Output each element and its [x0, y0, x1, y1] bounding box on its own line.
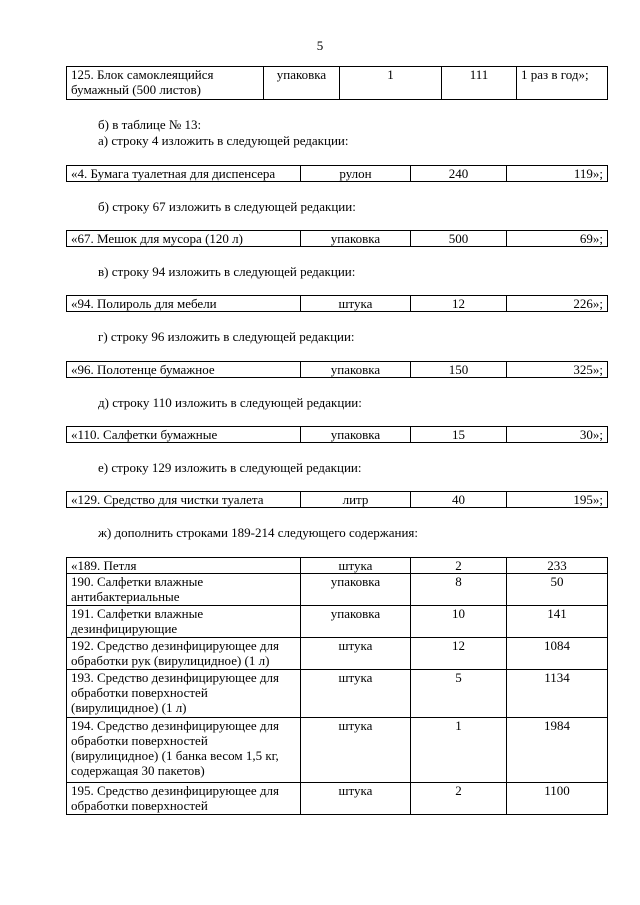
item-price: 50: [507, 574, 608, 606]
item-qty: 15: [411, 427, 507, 443]
item-unit: штука: [301, 670, 411, 718]
table-row: [67, 231, 608, 247]
item-name: «110. Салфетки бумажные: [67, 427, 301, 443]
table-row: [67, 606, 608, 638]
replacement-table: [66, 230, 608, 247]
table-row: [67, 67, 608, 100]
item-qty: 1: [411, 718, 507, 783]
item-qty: 40: [411, 492, 507, 508]
item-unit: литр: [301, 492, 411, 508]
table-row: [67, 166, 608, 182]
item-qty: 150: [411, 362, 507, 378]
item-unit: упаковка: [301, 606, 411, 638]
item-qty: 5: [411, 670, 507, 718]
item-name: 193. Средство дезинфицирующее для обработки поверхностей (вирулицидное) (1 л): [67, 670, 301, 718]
replacement-table: [66, 491, 608, 508]
item-unit: штука: [301, 783, 411, 815]
table-row: [67, 574, 608, 606]
item-unit: упаковка: [301, 574, 411, 606]
paragraph-intro: а) строку 4 изложить в следующей редакции:: [98, 133, 349, 148]
paragraph-intro: г) строку 96 изложить в следующей редакции:: [98, 329, 355, 344]
table-row: [67, 783, 608, 815]
item-unit: штука: [301, 558, 411, 574]
item-unit: штука: [301, 718, 411, 783]
item-unit: упаковка: [301, 362, 411, 378]
paragraph-b: б) в таблице № 13:: [98, 117, 202, 132]
page-number: 5: [316, 38, 324, 53]
table-row: [67, 670, 608, 718]
item-qty: 500: [411, 231, 507, 247]
item-price: 226»;: [507, 296, 608, 312]
item-unit: штука: [301, 296, 411, 312]
item-price: 111: [442, 67, 517, 100]
item-price: 141: [507, 606, 608, 638]
item-name: 195. Средство дезинфицирующее для обработки поверхностей: [67, 783, 301, 815]
item-unit: рулон: [301, 166, 411, 182]
item-price: 195»;: [507, 492, 608, 508]
top-table: [66, 66, 608, 100]
item-name: «4. Бумага туалетная для диспенсера: [67, 166, 301, 182]
item-price: 1134: [507, 670, 608, 718]
item-qty: 10: [411, 606, 507, 638]
item-price: 233: [507, 558, 608, 574]
item-name: «96. Полотенце бумажное: [67, 362, 301, 378]
paragraph-intro: д) строку 110 изложить в следующей редакции:: [98, 395, 362, 410]
replacement-table: [66, 295, 608, 312]
item-price: 1084: [507, 638, 608, 670]
item-unit: упаковка: [264, 67, 340, 100]
item-qty: 12: [411, 296, 507, 312]
item-price: 30»;: [507, 427, 608, 443]
new-rows-table: [66, 557, 608, 815]
item-unit: упаковка: [301, 427, 411, 443]
paragraph-intro: б) строку 67 изложить в следующей редакции:: [98, 199, 356, 214]
item-price: 1100: [507, 783, 608, 815]
item-unit: штука: [301, 638, 411, 670]
item-qty: 8: [411, 574, 507, 606]
paragraph-intro: в) строку 94 изложить в следующей редакции:: [98, 264, 356, 279]
item-name: 190. Салфетки влажные антибактериальные: [67, 574, 301, 606]
item-name: «189. Петля: [67, 558, 301, 574]
item-name: «129. Средство для чистки туалета: [67, 492, 301, 508]
paragraph-intro: е) строку 129 изложить в следующей редакции:: [98, 460, 362, 475]
item-qty: 2: [411, 558, 507, 574]
item-qty: 1: [340, 67, 442, 100]
item-unit: упаковка: [301, 231, 411, 247]
item-name: «94. Полироль для мебели: [67, 296, 301, 312]
table-row: [67, 362, 608, 378]
item-price: 325»;: [507, 362, 608, 378]
item-name: «67. Мешок для мусора (120 л): [67, 231, 301, 247]
table-row: [67, 638, 608, 670]
table-row: [67, 718, 608, 783]
item-qty: 2: [411, 783, 507, 815]
table-row: [67, 558, 608, 574]
item-frequency: 1 раз в год»;: [517, 67, 608, 100]
item-name: 191. Салфетки влажные дезинфицирующие: [67, 606, 301, 638]
item-name: 192. Средство дезинфицирующее для обработки рук (вирулицидное) (1 л): [67, 638, 301, 670]
table-row: [67, 296, 608, 312]
item-qty: 12: [411, 638, 507, 670]
replacement-table: [66, 426, 608, 443]
replacement-table: [66, 361, 608, 378]
item-price: 69»;: [507, 231, 608, 247]
item-name: 125. Блок самоклеящийся бумажный (500 листов): [67, 67, 264, 100]
table-row: [67, 427, 608, 443]
item-price: 119»;: [507, 166, 608, 182]
table-row: [67, 492, 608, 508]
item-price: 1984: [507, 718, 608, 783]
replacement-table: [66, 165, 608, 182]
paragraph-zh: ж) дополнить строками 189-214 следующего содержания:: [98, 525, 418, 540]
item-name: 194. Средство дезинфицирующее для обработки поверхностей (вирулицидное) (1 банка весом 1,5 кг, содержащая 30 пакетов): [67, 718, 301, 783]
item-qty: 240: [411, 166, 507, 182]
